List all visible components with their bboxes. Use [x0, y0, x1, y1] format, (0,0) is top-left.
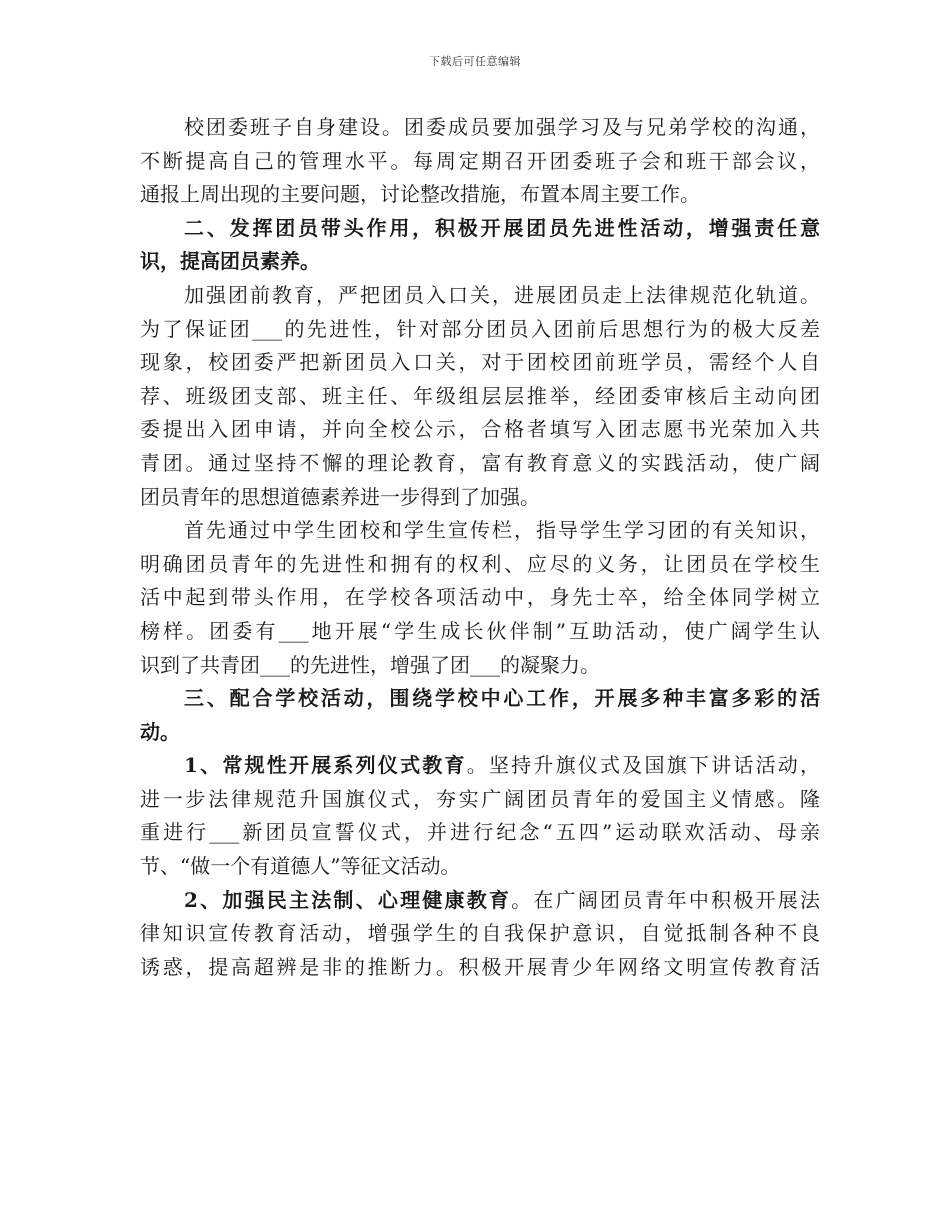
text-line: 为了保证团___的先进性，针对部分团员入团前后思想行为的极大反差: [140, 316, 820, 341]
text-line: 重进行___新团员宣誓仪式，并进行纪念“五四”运动联欢活动、母亲: [140, 820, 820, 845]
text-line: 校团委班子自身建设。团委成员要加强学习及与兄弟学校的沟通，: [184, 115, 820, 139]
paragraph: [140, 111, 820, 212]
text-line: [140, 749, 820, 783]
paragraph: [140, 514, 820, 682]
text-line: 首先通过中学生团校和学生宣传栏，指导学生学习团的有关知识，: [184, 518, 820, 543]
heading-line: 动。: [140, 719, 180, 744]
text-line: 现象，校团委严把新团员入口关，对于团校团前班学员，需经个人自: [140, 350, 820, 375]
document-body: [140, 111, 820, 984]
text-line: 不断提高自己的管理水平。每周定期召开团委班子会和班干部会议，: [140, 148, 820, 173]
text-line: 榜样。团委有___地开展“学生成长伙伴制”互助活动，使广阔学生认: [140, 618, 820, 643]
list-item: [140, 749, 820, 883]
paragraph: [140, 279, 820, 514]
text-line: 活中起到带头作用，在学校各项活动中，身先士卒，给全体同学树立: [140, 585, 820, 610]
text-line: 节、“做一个有道德人”等征文活动。: [140, 854, 461, 879]
text-line: 委提出入团申请，并向全校公示，合格者填写入团志愿书光荣加入共: [140, 417, 820, 442]
text-line: [140, 884, 820, 918]
text-line: 诱惑，提高超辨是非的推断力。积极开展青少年网络文明宣传教育活: [140, 954, 820, 979]
list-item: [140, 884, 820, 985]
page-header: 下载后可任意编辑: [429, 55, 521, 68]
section-heading: [140, 682, 820, 749]
item-lead: 1、常规性开展系列仪式教育: [184, 753, 467, 778]
text-line: 团员青年的思想道德素养进一步得到了加强。: [140, 484, 540, 509]
text-line: 青团。通过坚持不懈的理论教育，富有教育意义的实践活动，使广阔: [140, 450, 820, 475]
text-line: 荐、班级团支部、班主任、年级组层层推举，经团委审核后主动向团: [140, 383, 820, 408]
text-line: 识到了共青团___的先进性，增强了团___的凝聚力。: [140, 652, 600, 677]
text-line: 通报上周出现的主要问题，讨论整改措施，布置本周主要工作。: [140, 182, 700, 207]
text-line: 律知识宣传教育活动，增强学生的自我保护意识，自觉抵制各种不良: [140, 921, 820, 946]
heading-line: 二、发挥团员带头作用，积极开展团员先进性活动，增强责任意: [184, 215, 820, 240]
item-lead: 2、加强民主法制、心理健康教育: [184, 887, 512, 912]
heading-line: 三、配合学校活动，围绕学校中心工作，开展多种丰富多彩的活: [184, 686, 820, 711]
heading-line: 识，提高团员素养。: [140, 249, 320, 274]
text-line: 明确团员青年的先进性和拥有的权利、应尽的义务，让团员在学校生: [140, 551, 820, 576]
section-heading: [140, 212, 820, 279]
item-text: 。在广阔团员青年中积极开展法: [511, 887, 820, 912]
item-text: 。坚持升旗仪式及国旗下讲话活动，: [466, 753, 821, 778]
text-line: 进一步法律规范升国旗仪式，夯实广阔团员青年的爱国主义情感。隆: [140, 786, 820, 811]
text-line: 加强团前教育，严把团员入口关，进展团员走上法律规范化轨道。: [184, 282, 820, 307]
